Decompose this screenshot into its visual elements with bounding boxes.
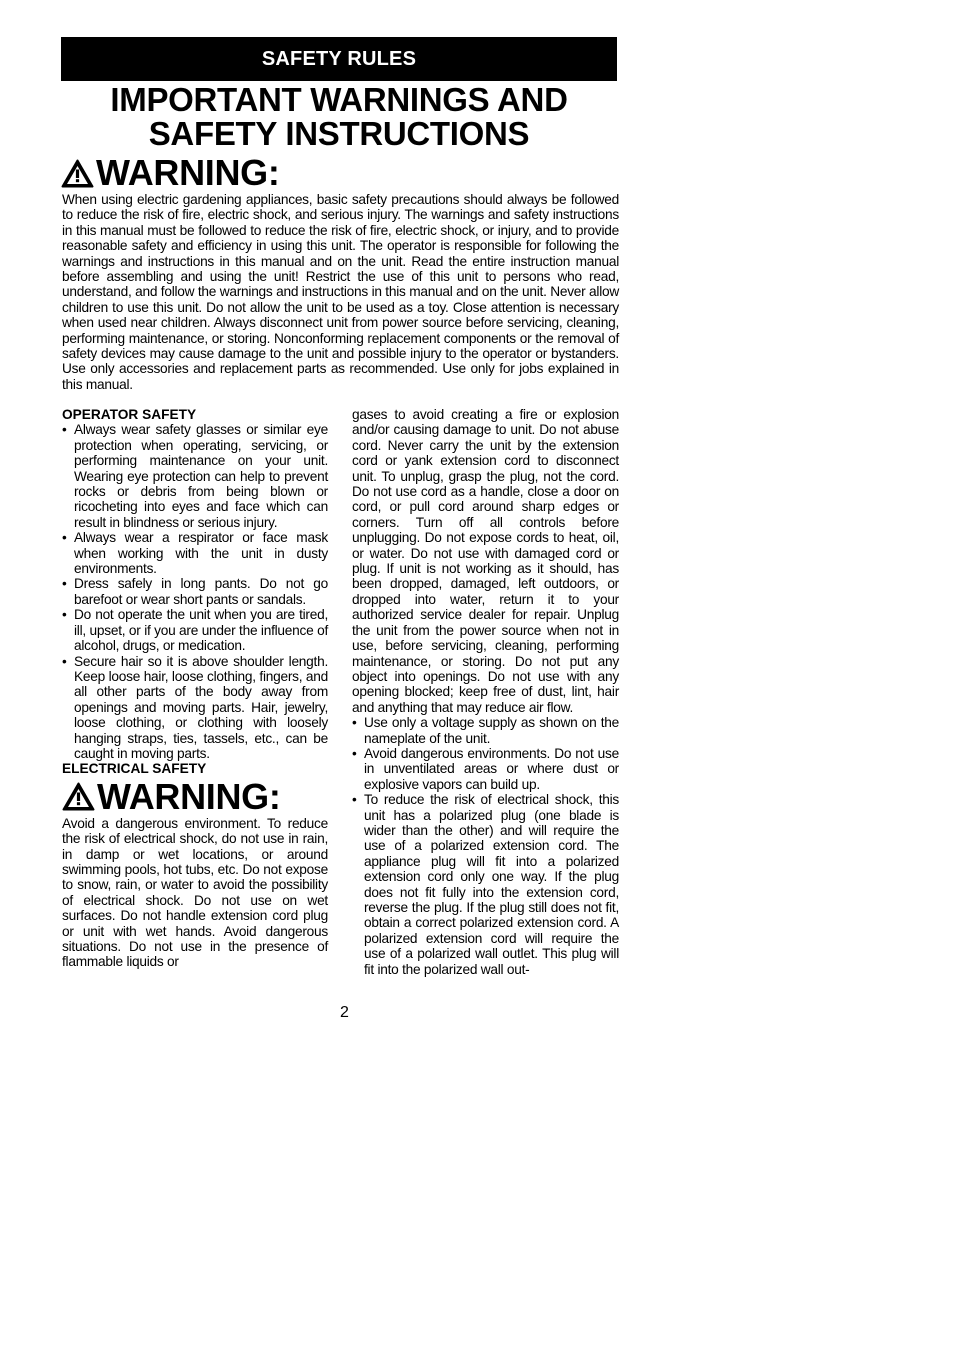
warning-triangle-icon [61,159,94,188]
left-column [62,407,328,970]
section-label: SAFETY RULES [261,47,417,70]
electrical-continued-paragraph: gases to avoid creating a fire or explosion and/or causing damage to unit. Do not abuse cord. Never carry the unit by the extension cord or yank extension cord to disconnect unit. To unplug, grasp the plug, not the cord. Do not use cord as a handle, close a door on cord, or pull cord around sharp edges or corners. Turn off all controls before unplugging. Do not expose cords to heat, oil, or water. Do not use with damaged cord or plug. If unit is not working as it should, has been dropped, damaged, left outdoors, or dropped into water, return it to your authorized service dealer for repair. Unplug the unit from the power source when not in use, before servicing, cleaning, performing maintenance, or storing. Do not put any object into openings. Do not use with any opening blocked; keep free of dust, lint, hair and anything that may reduce air flow. [352,407,619,715]
operator-safety-list [62,422,328,761]
list-item: • Avoid dangerous environments. Do not use in unventilated areas or where dust or explosive vapors can build up. [352,746,619,792]
electrical-warning-paragraph: Avoid a dangerous environment. To reduce the risk of electrical shock, do not use in rain, in damp or wet locations, or around swimming pools, hot tubs, etc. Do not expose to snow, rain, or water to avoid the possibility of electrical shock. Do not use on wet surfaces. Do not handle extension cord plug or unit with wet hands. Avoid dangerous situations. Do not use in the presence of flammable liquids or [62,815,328,970]
warning-heading [61,152,280,193]
page-number: 2 [340,1004,349,1021]
list-item: • Always wear safety glasses or similar eye protection when operating, servicing, or performing maintenance on your unit. Wearing eye protection can help to prevent rocks or debris from being blown or ricocheting into eyes and face which can result in blindness or serious injury. [62,422,328,530]
list-item: • To reduce the risk of electrical shock, this unit has a polarized plug (one blade is wider than the other) and will require the use of a polarized extension cord. The appliance plug will fit into a polarized extension cord only one way. If the plug does not fit fully into the extension cord, reverse the plug. If the plug still does not fit, obtain a correct polarized extension cord. A polarized extension cord will require the use of a polarized wall outlet. This plug will fit into the polarized wall out- [352,792,619,977]
section-header-bar [61,37,617,81]
warning-triangle-icon [62,782,95,811]
electrical-safety-heading: ELECTRICAL SAFETY [62,761,207,777]
list-item: • Do not operate the unit when you are tired, ill, upset, or if you are under the influence of alcohol, drugs, or medication. [62,607,328,653]
electrical-warning-text: WARNING: [97,775,281,817]
page-title [61,83,617,151]
list-item: • Always wear a respirator or face mask when working with the unit in dusty environments. [62,530,328,576]
operator-safety-heading: OPERATOR SAFETY [62,407,197,422]
right-column [352,407,619,977]
intro-paragraph: When using electric gardening appliances, basic safety precautions should always be followed to reduce the risk of fire, electric shock, and serious injury. The warnings and safety instructions in this manual must be followed to reduce the risk of fire, electric shock, or injury, and to provide reasonable safety and efficiency in using this unit. The operator is responsible for following the warnings and instructions in this manual and on the unit. Read the entire instruction manual before assembling and using the unit! Restrict the use of this unit to persons who read, understand, and follow the warnings and instructions in this manual and on the unit. Never allow children to use this unit. Do not allow the unit to be used as a toy. Close attention is necessary when used near children. Always disconnect unit from power source before servicing, cleaning, performing maintenance, or storing. Nonconforming replacement components or the removal of safety devices may cause damage to the unit and possible injury to the operator or bystanders. Use only accessories and replacement parts as recommended. Use only for jobs explained in this manual. [62,192,619,392]
title-line-1: IMPORTANT WARNINGS AND [110,81,568,118]
electrical-warning-heading [62,775,328,817]
list-item: • Use only a voltage supply as shown on the nameplate of the unit. [352,715,619,746]
list-item: • Dress safely in long pants. Do not go barefoot or wear short pants or sandals. [62,576,328,607]
electrical-safety-list [352,715,619,977]
list-item: • Secure hair so it is above shoulder length. Keep loose hair, loose clothing, fingers, and all other parts of the body away from openings and moving parts. Hair, jewelry, loose clothing, or clothing with loosely hanging straps, ties, tassels, etc., can be caught in moving parts. [62,654,328,762]
warning-heading-text: WARNING: [96,152,280,193]
title-line-2: SAFETY INSTRUCTIONS [148,115,530,152]
